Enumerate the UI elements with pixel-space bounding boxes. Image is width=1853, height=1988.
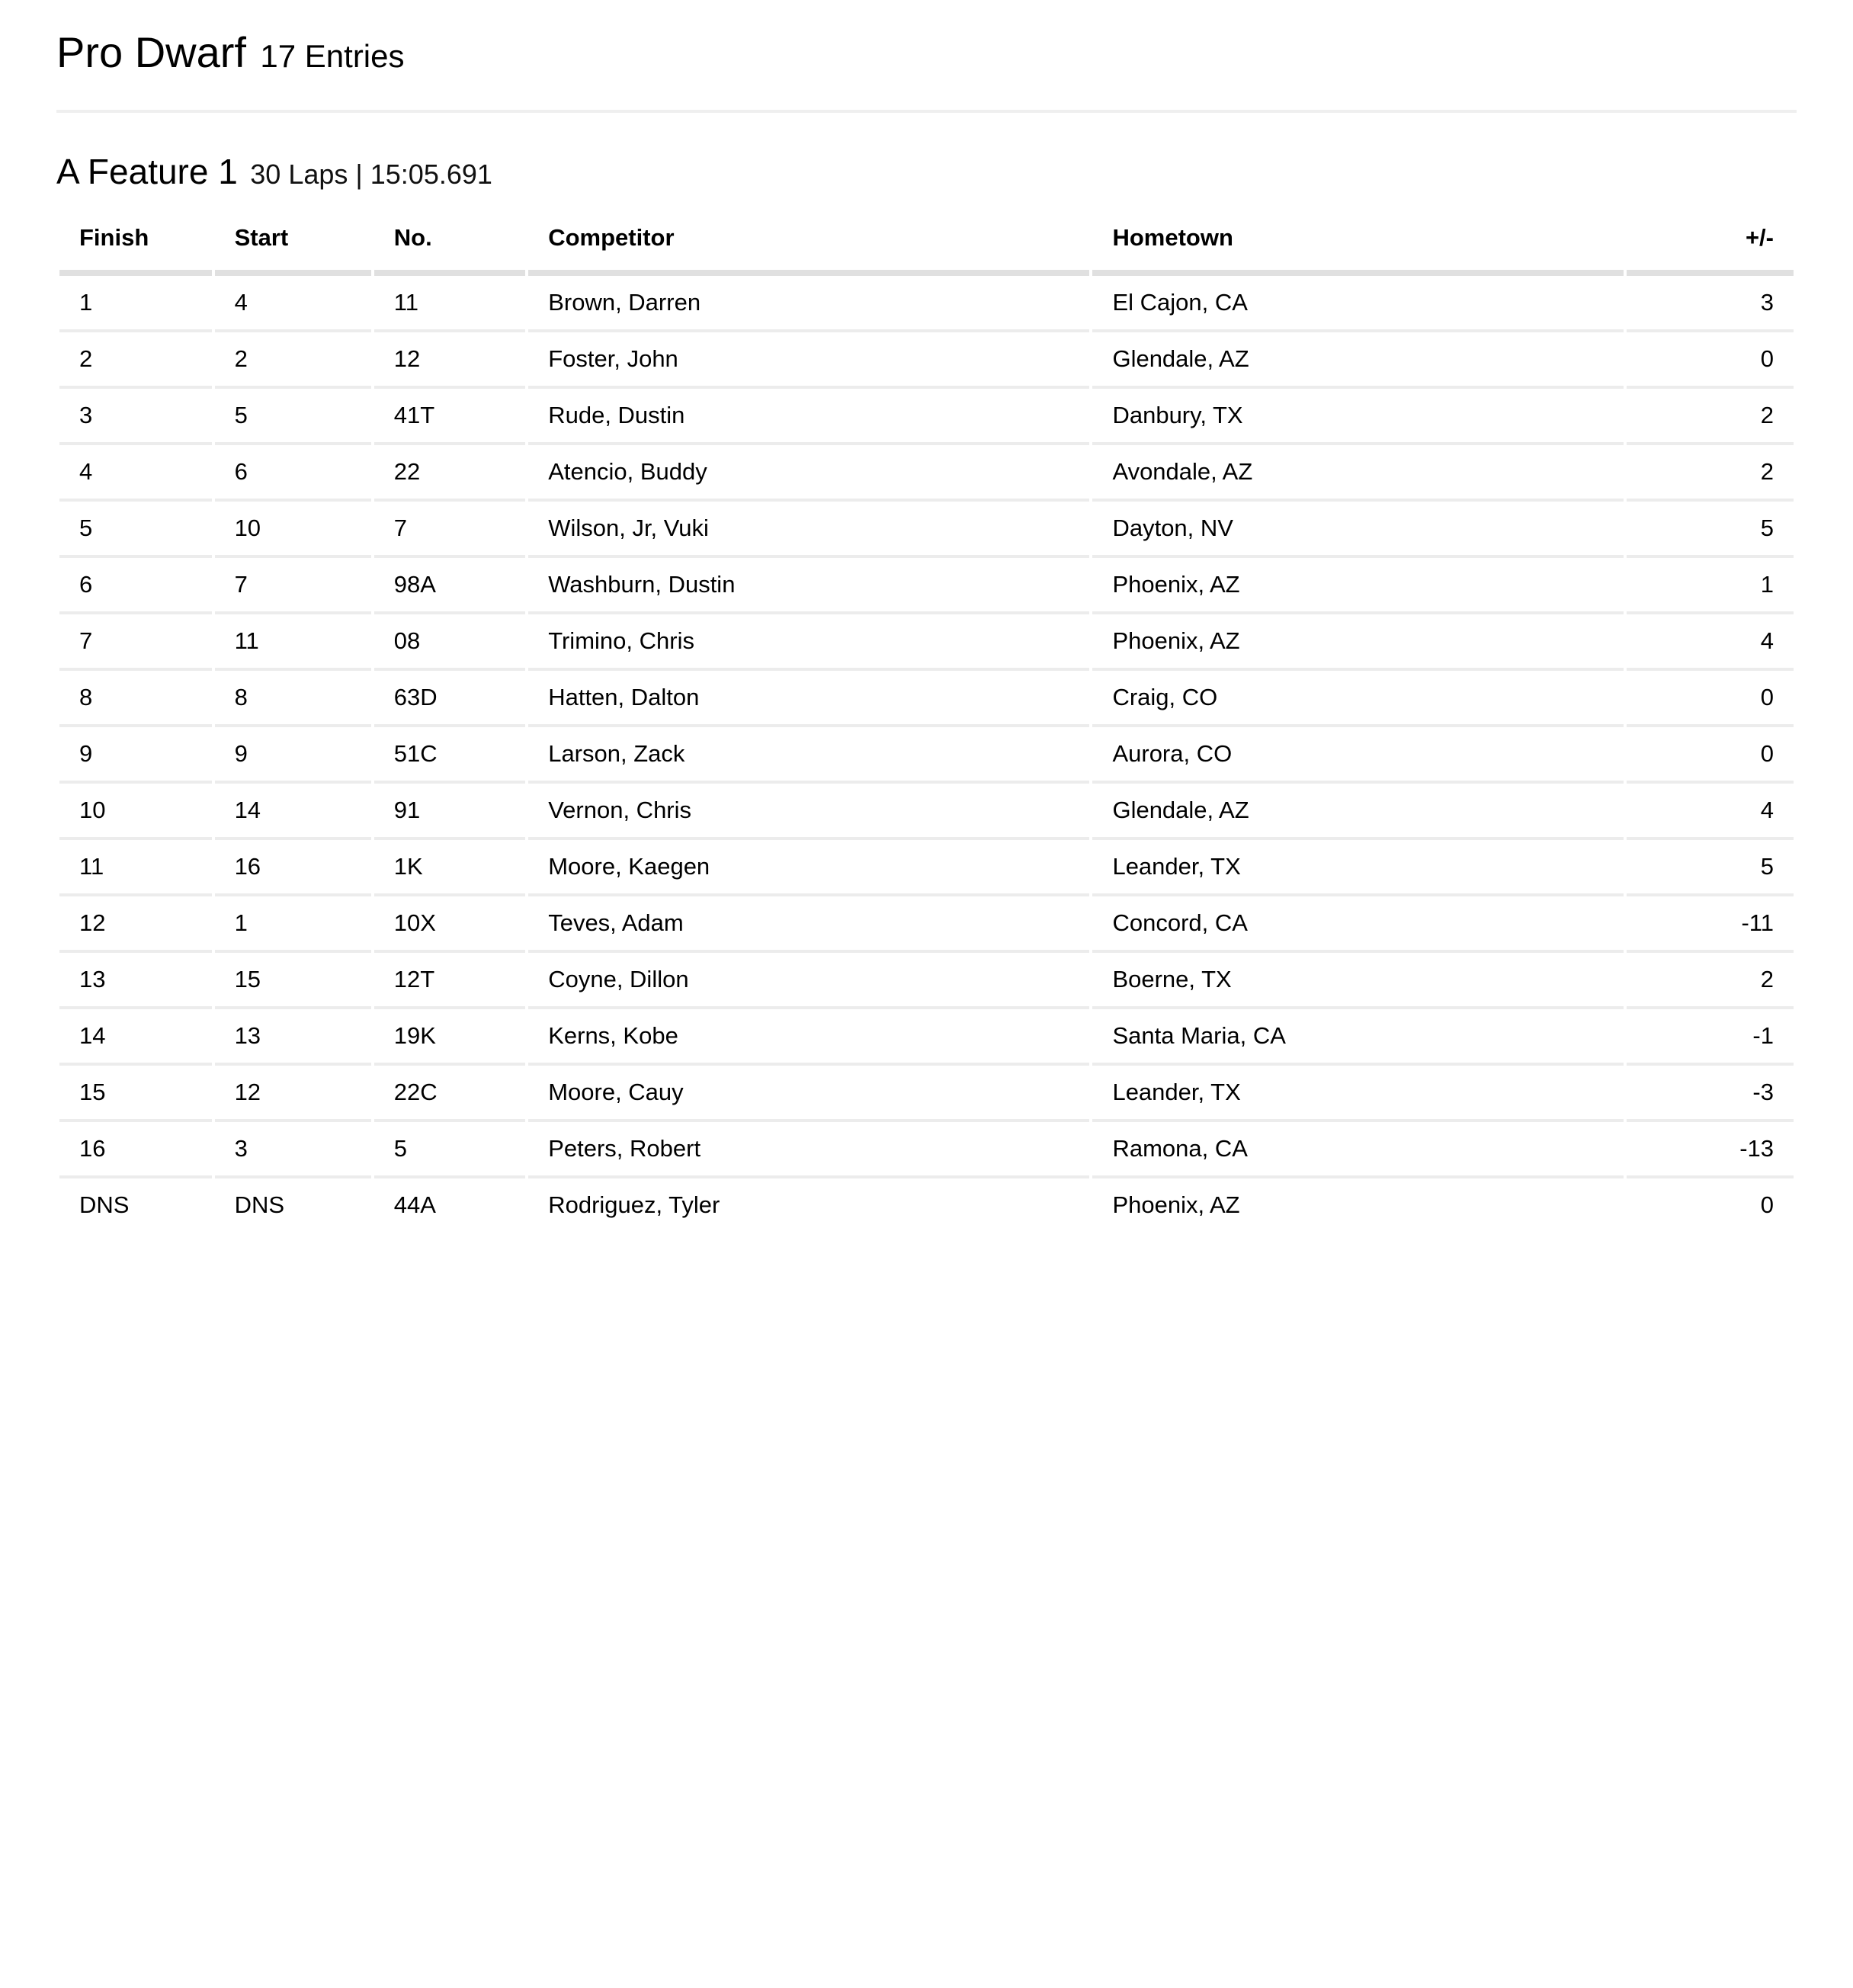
cell-competitor: Kerns, Kobe — [528, 1009, 1089, 1066]
result-row — [59, 445, 1794, 502]
cell-start: 12 — [215, 1066, 371, 1122]
cell-start: 15 — [215, 953, 371, 1009]
cell-change: -1 — [1627, 1009, 1794, 1066]
result-row — [59, 1122, 1794, 1178]
cell-change: -13 — [1627, 1122, 1794, 1178]
cell-start: DNS — [234, 1191, 285, 1218]
cell-finish: 12 — [59, 896, 212, 953]
cell-change: 2 — [1627, 953, 1794, 1009]
cell-start: 9 — [215, 727, 371, 784]
cell-start: 4 — [215, 276, 371, 332]
column-header-change: +/- — [1627, 201, 1794, 276]
cell-start: 5 — [215, 389, 371, 445]
results-body — [59, 276, 1794, 1235]
cell-competitor: Vernon, Chris — [528, 784, 1089, 840]
cell-start: 1 — [215, 896, 371, 953]
cell-change: -3 — [1627, 1066, 1794, 1122]
cell-change: 1 — [1627, 558, 1794, 614]
result-row — [59, 332, 1794, 389]
cell-competitor: Larson, Zack — [528, 727, 1089, 784]
result-row — [59, 896, 1794, 953]
cell-hometown: Santa Maria, CA — [1092, 1009, 1624, 1066]
cell-no: 19K — [374, 1009, 525, 1066]
feature-meta: 30 Laps | 15:05.691 — [250, 159, 492, 190]
cell-start: 7 — [215, 558, 371, 614]
cell-no: 22 — [374, 445, 525, 502]
cell-competitor: Rude, Dustin — [528, 389, 1089, 445]
entries-count: 17 Entries — [260, 38, 405, 74]
column-header-finish: Finish — [59, 201, 212, 276]
cell-no: 1K — [374, 840, 525, 896]
cell-competitor: Foster, John — [528, 332, 1089, 389]
result-row — [59, 953, 1794, 1009]
cell-finish: 8 — [59, 671, 212, 727]
cell-finish: 11 — [59, 840, 212, 896]
cell-hometown: Phoenix, AZ — [1112, 1191, 1240, 1218]
result-row — [59, 276, 1794, 332]
column-header-no: No. — [374, 201, 525, 276]
cell-finish: 4 — [59, 445, 212, 502]
result-row — [59, 840, 1794, 896]
cell-start: 8 — [215, 671, 371, 727]
cell-hometown: Danbury, TX — [1092, 389, 1624, 445]
cell-no: 44A — [393, 1191, 436, 1218]
cell-change: 3 — [1627, 276, 1794, 332]
cell-competitor: Atencio, Buddy — [528, 445, 1089, 502]
cell-hometown: Avondale, AZ — [1092, 445, 1624, 502]
class-header — [56, 0, 1797, 113]
cell-hometown: Concord, CA — [1092, 896, 1624, 953]
column-header-start: Start — [215, 201, 371, 276]
cell-no: 12 — [374, 332, 525, 389]
result-row — [59, 727, 1794, 784]
column-header-competitor: Competitor — [528, 201, 1089, 276]
cell-competitor: Moore, Kaegen — [528, 840, 1089, 896]
cell-finish: DNS — [79, 1191, 130, 1218]
cell-no: 12T — [374, 953, 525, 1009]
cell-no: 7 — [374, 502, 525, 558]
cell-competitor: Peters, Robert — [528, 1122, 1089, 1178]
result-row — [59, 671, 1794, 727]
result-row — [59, 1066, 1794, 1122]
results-page — [56, 0, 1797, 1235]
cell-finish: 6 — [59, 558, 212, 614]
cell-no: 91 — [374, 784, 525, 840]
cell-change: 0 — [1627, 332, 1794, 389]
cell-no: 08 — [374, 614, 525, 671]
cell-finish: 7 — [59, 614, 212, 671]
cell-competitor: Wilson, Jr, Vuki — [528, 502, 1089, 558]
cell-competitor: Teves, Adam — [528, 896, 1089, 953]
cell-change: 4 — [1627, 784, 1794, 840]
cell-no: 51C — [374, 727, 525, 784]
cell-competitor: Brown, Darren — [528, 276, 1089, 332]
cell-change: 2 — [1627, 389, 1794, 445]
cell-start: 11 — [215, 614, 371, 671]
cell-change: 0 — [1627, 671, 1794, 727]
cell-start: 14 — [215, 784, 371, 840]
cell-finish: 13 — [59, 953, 212, 1009]
class-title: Pro Dwarf — [56, 28, 246, 76]
cell-hometown: Glendale, AZ — [1092, 784, 1624, 840]
results-header-row — [59, 201, 1794, 276]
cell-hometown: Leander, TX — [1092, 840, 1624, 896]
result-row — [59, 389, 1794, 445]
cell-no: 41T — [374, 389, 525, 445]
cell-competitor: Moore, Cauy — [528, 1066, 1089, 1122]
cell-no: 10X — [374, 896, 525, 953]
cell-hometown: Phoenix, AZ — [1092, 558, 1624, 614]
cell-hometown: Dayton, NV — [1092, 502, 1624, 558]
cell-competitor: Trimino, Chris — [528, 614, 1089, 671]
result-row — [59, 784, 1794, 840]
cell-change: 0 — [1627, 727, 1794, 784]
cell-no: 11 — [374, 276, 525, 332]
cell-change: 5 — [1627, 840, 1794, 896]
result-row — [59, 614, 1794, 671]
result-row — [59, 502, 1794, 558]
cell-finish: 14 — [59, 1009, 212, 1066]
feature-title: A Feature 1 — [56, 152, 238, 191]
result-row — [59, 558, 1794, 614]
cell-finish: 5 — [59, 502, 212, 558]
cell-competitor: Washburn, Dustin — [528, 558, 1089, 614]
result-row — [59, 1178, 1794, 1235]
cell-finish: 3 — [59, 389, 212, 445]
cell-hometown: Craig, CO — [1092, 671, 1624, 727]
cell-competitor: Rodriguez, Tyler — [548, 1191, 720, 1218]
cell-finish: 9 — [59, 727, 212, 784]
cell-no: 22C — [374, 1066, 525, 1122]
cell-finish: 2 — [59, 332, 212, 389]
cell-start: 16 — [215, 840, 371, 896]
cell-finish: 1 — [59, 276, 212, 332]
cell-change: 2 — [1627, 445, 1794, 502]
cell-change: 5 — [1627, 502, 1794, 558]
cell-start: 2 — [215, 332, 371, 389]
results-table — [56, 201, 1797, 1235]
cell-hometown: Boerne, TX — [1092, 953, 1624, 1009]
cell-finish: 15 — [59, 1066, 212, 1122]
cell-change: -11 — [1627, 896, 1794, 953]
cell-competitor: Coyne, Dillon — [528, 953, 1089, 1009]
cell-hometown: El Cajon, CA — [1092, 276, 1624, 332]
cell-no: 98A — [374, 558, 525, 614]
cell-change: 4 — [1627, 614, 1794, 671]
cell-competitor: Hatten, Dalton — [528, 671, 1089, 727]
cell-start: 3 — [215, 1122, 371, 1178]
cell-hometown: Leander, TX — [1092, 1066, 1624, 1122]
cell-hometown: Phoenix, AZ — [1092, 614, 1624, 671]
cell-hometown: Ramona, CA — [1092, 1122, 1624, 1178]
cell-no: 5 — [374, 1122, 525, 1178]
cell-start: 10 — [215, 502, 371, 558]
cell-hometown: Glendale, AZ — [1092, 332, 1624, 389]
cell-hometown: Aurora, CO — [1092, 727, 1624, 784]
cell-finish: 10 — [59, 784, 212, 840]
column-header-hometown: Hometown — [1092, 201, 1624, 276]
cell-start: 13 — [215, 1009, 371, 1066]
cell-change: 0 — [1760, 1191, 1774, 1218]
cell-start: 6 — [215, 445, 371, 502]
cell-finish: 16 — [59, 1122, 212, 1178]
feature-header — [56, 151, 1797, 201]
cell-no: 63D — [374, 671, 525, 727]
result-row — [59, 1009, 1794, 1066]
